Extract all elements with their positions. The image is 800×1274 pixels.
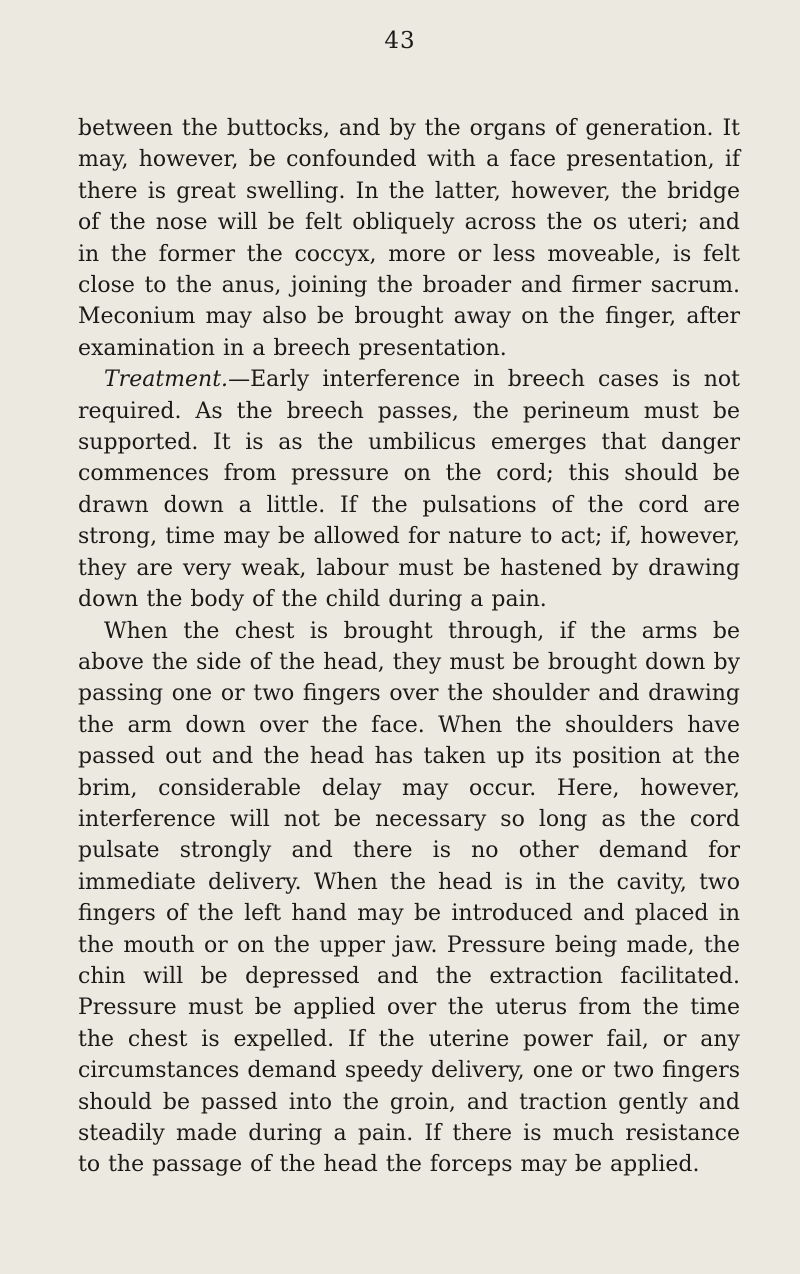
- section-heading: Treatment.: [104, 367, 229, 393]
- body-text: [78, 113, 740, 1181]
- page-number: 43: [384, 28, 416, 54]
- paragraph-text: —Early interference in breech cases is not required. As the breech passes, the perineum must be supported. It is as the umbilicus emerges that danger commences from pressure on the cord; this should be drawn down a little. If the pulsations of the cord are strong, time may be allowed for nature to act; if, however, they are very weak, labour must be hastened by drawing down the body of the child during a pain.: [78, 367, 740, 613]
- paragraph-chest-delivery: [78, 616, 740, 1181]
- paragraph-treatment: [78, 364, 740, 615]
- paragraph-continuation: [78, 113, 740, 364]
- paragraph-text: between the buttocks, and by the organs of generation. It may, however, be confounded with a face presentation, if there is great swelling. In the latter, however, the bridge of the nose will be felt obliquely across the os uteri; and in the former the coccyx, more or less moveable, is felt close to the anus, joining the broader and firmer sacrum. Meconium may also be brought away on the finger, after examination in a breech presentation.: [78, 116, 740, 361]
- paragraph-text: When the chest is brought through, if the arms be above the side of the head, they must be brought down by passing one or two fingers over the shoulder and drawing the arm down over the face. When the shoulders have passed out and the head has taken up its position at the brim, considerable delay may occur. Here, however, interference will not be necessary so long as the cord pulsate strongly and there is no other demand for immediate delivery. When the head is in the cavity, two fingers of the left hand may be introduced and placed in the mouth or on the upper jaw. Pressure being made, the chin will be depressed and the extraction facilitated. Pressure must be applied over the uterus from the time the chest is expelled. If the uterine power fail, or any circumstances demand speedy delivery, one or two fingers should be passed into the groin, and traction gently and steadily made during a pain. If there is much resistance to the passage of the head the forceps may be applied.: [78, 618, 740, 1178]
